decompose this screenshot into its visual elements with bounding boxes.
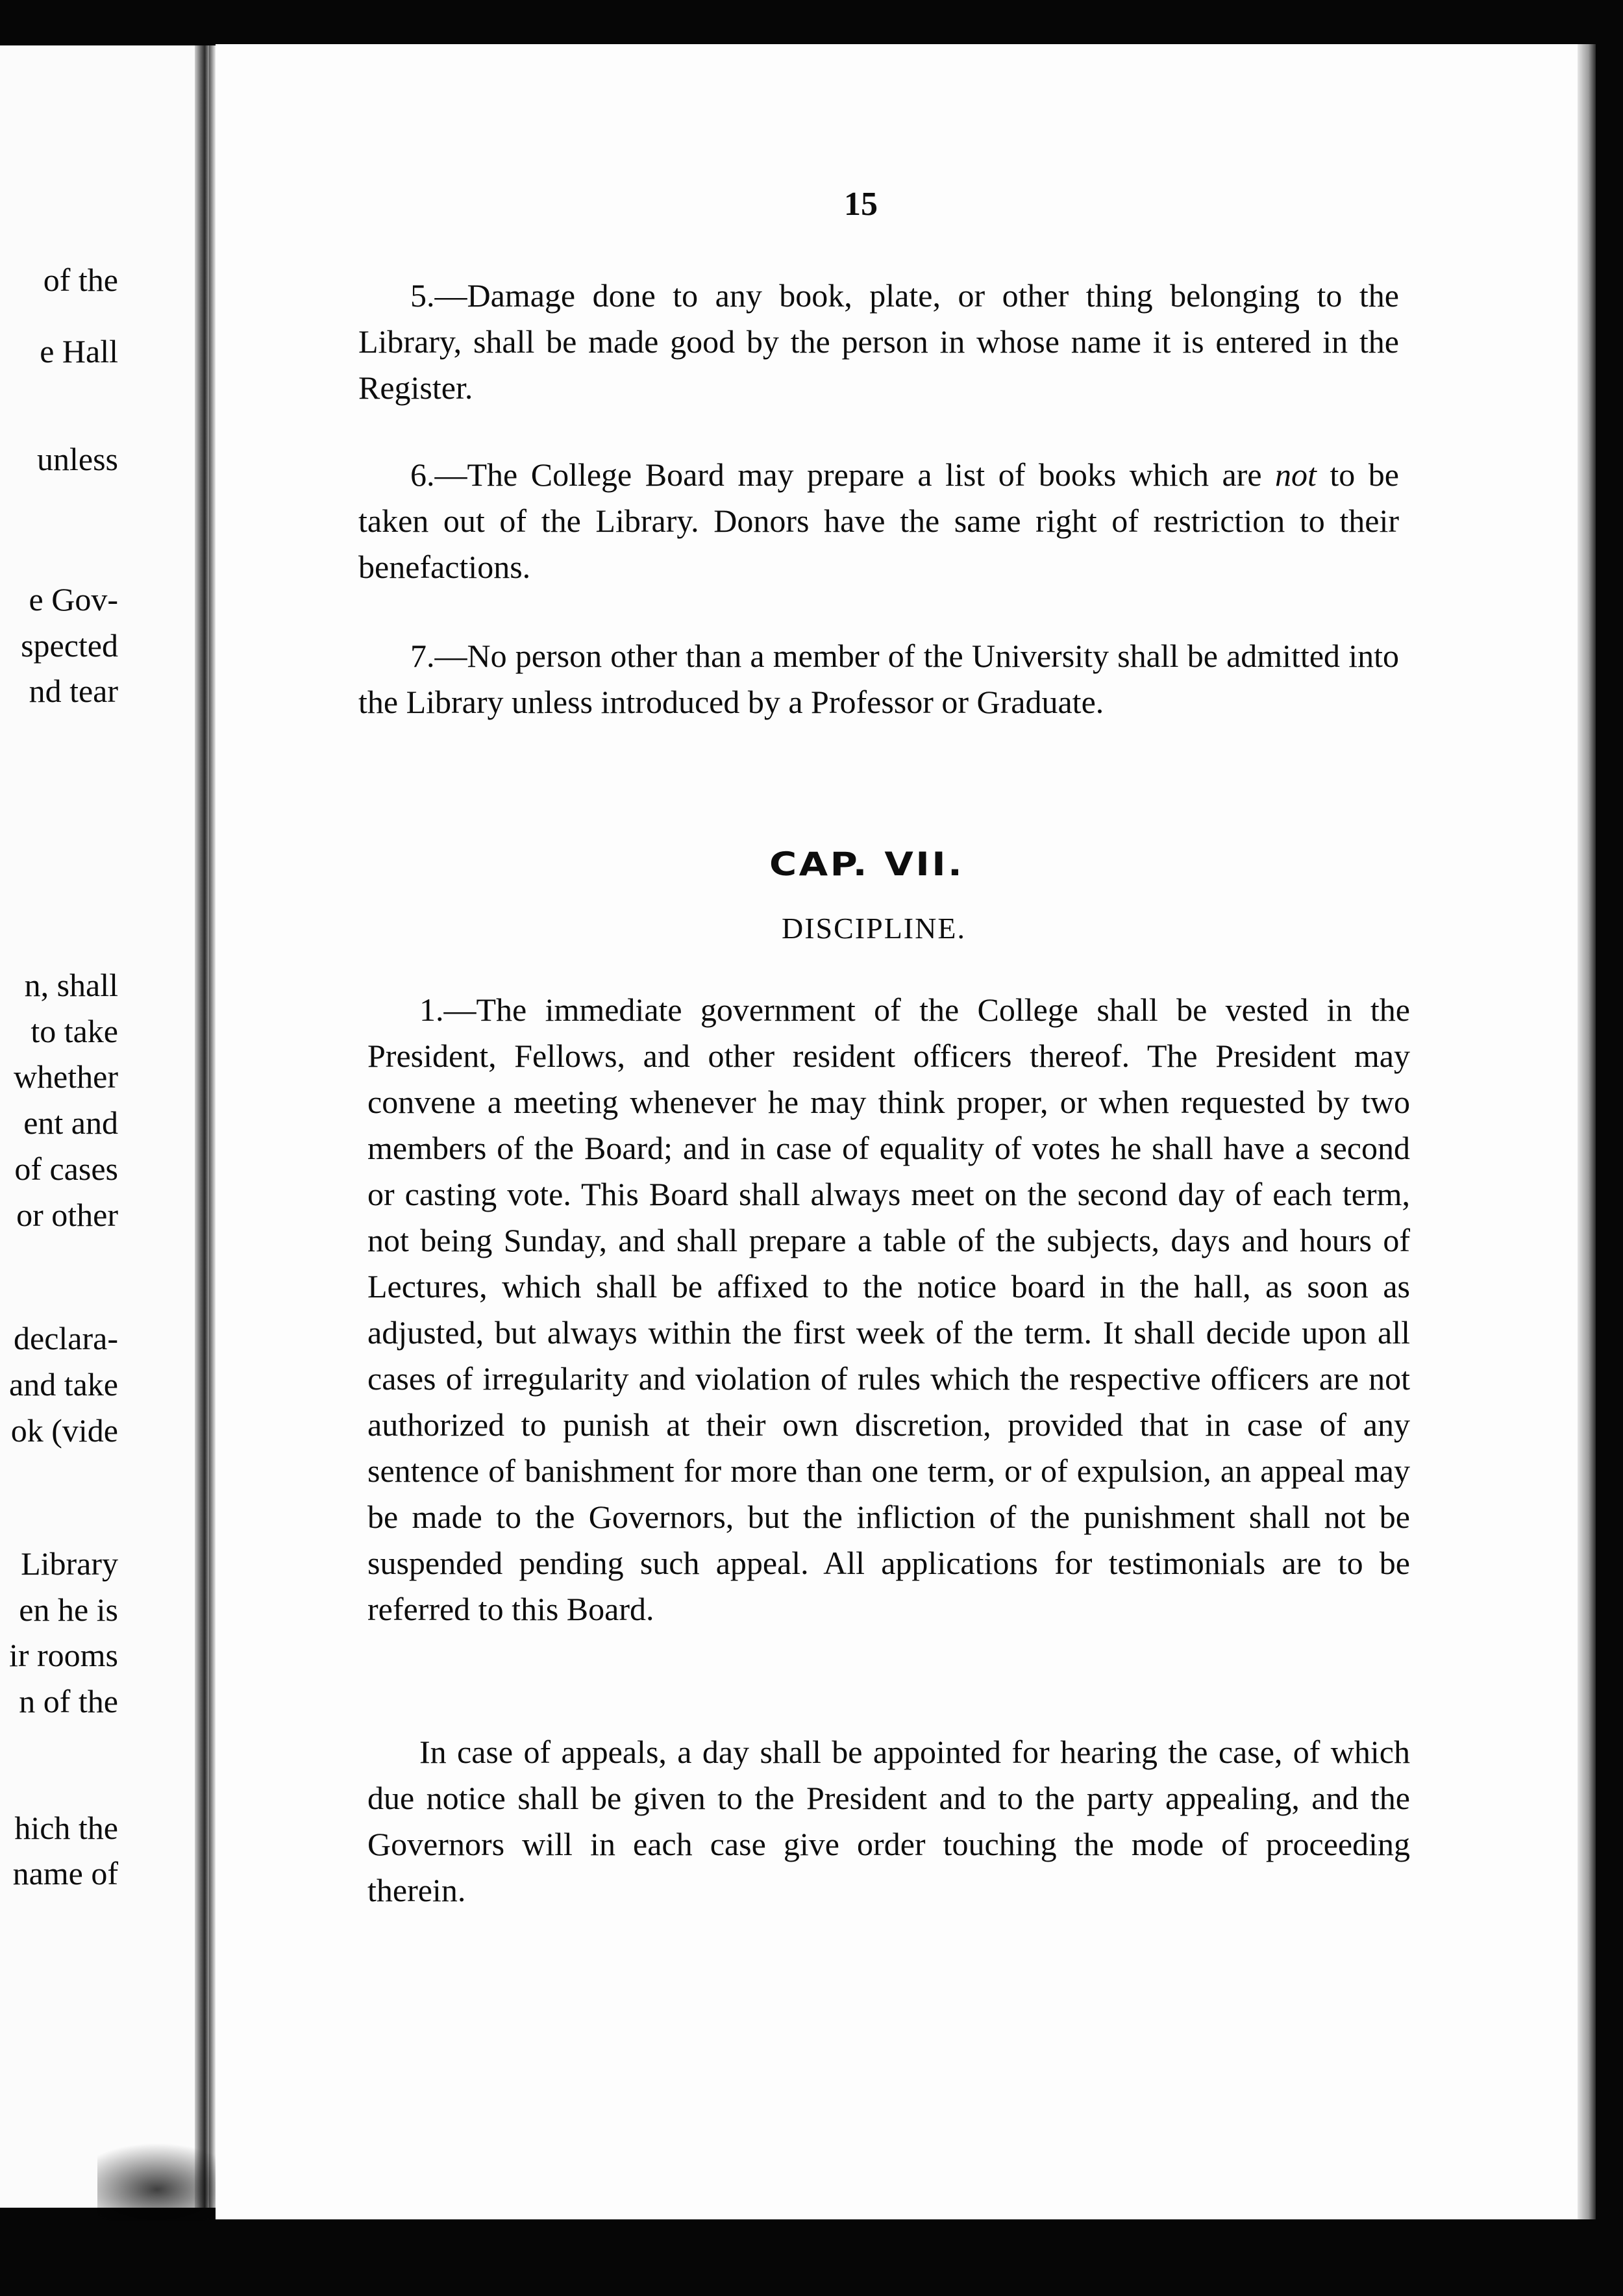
facing-page-line: declara- [14, 1320, 118, 1357]
paragraph-6-end: to be taken out of the Library. Donors have the same right of restriction to their benefactions. [358, 456, 1399, 585]
page-number: 15 [844, 186, 878, 223]
paragraph-7: 7.—No person other than a member of the University shall be admitted into the Library unless introduced by a Professor or Graduate. [358, 638, 1399, 720]
facing-page-line: ir rooms [8, 1637, 118, 1674]
facing-page-line: name of [12, 1855, 118, 1892]
facing-page-line: whether [13, 1058, 118, 1095]
facing-page-line: en he is [19, 1591, 118, 1628]
facing-page-line: spected [21, 627, 118, 664]
paragraph-6-emphasis: not [1275, 456, 1317, 493]
binding-gutter [195, 45, 209, 2208]
page-edge [1578, 44, 1596, 2219]
facing-page-line: n of the [19, 1683, 118, 1720]
facing-page-line: hich the [14, 1809, 118, 1846]
discipline-paragraph-2: In case of appeals, a day shall be appointed for hearing the case, of which due notice shall be given to the President and to the party appealing, and the Governors will in each case give order touching the mode of proceeding therein. [367, 1734, 1410, 1908]
facing-page-line: of cases [14, 1150, 118, 1187]
facing-page-line: Library [21, 1545, 118, 1582]
facing-page-line: ent and [23, 1104, 118, 1142]
paragraph-5: 5.—Damage done to any book, plate, or other thing belonging to the Library, shall be made good by the person in whose name it is entered in the Register. [358, 277, 1399, 406]
chapter-heading: CAP. VII. [769, 845, 965, 883]
facing-page-line: e Hall [40, 333, 118, 369]
facing-page-line: nd tear [29, 673, 118, 710]
paragraph-6-start: 6.—The College Board may prepare a list of books which are [410, 456, 1276, 493]
discipline-paragraph-1: 1.—The immediate government of the College shall be vested in the President, Fellows, and other resident officers thereof. The President may convene a meeting whenever he may think proper, or when requested by two members of the Board; and in case of equality of votes he shall have a second or casting vote. This Board shall always meet on the second day of each term, not being Sunday, and shall prepare a table of the subjects, days and hours of Lectures, which shall be affixed to the notice board in the hall, as soon as adjusted, but always within the first week of the term. It shall decide upon all cases of irregularity and violation of rules which the respective officers are not authorized to punish at their own discretion, provided that in case of any sentence of banishment for more than one term, or of expulsion, an appeal may be made to the Governors, but the infliction of the punishment shall not be suspended pending such appeal. All applications for testimonials are to be referred to this Board. [367, 992, 1410, 1627]
facing-page-line: of the [43, 262, 118, 299]
binding-gutter-highlight [209, 45, 216, 2208]
facing-page [0, 45, 195, 2208]
facing-page-line: n, shall [24, 966, 118, 1003]
facing-page-line: or other [16, 1196, 118, 1233]
facing-page-line: to take [31, 1012, 118, 1049]
chapter-title: DISCIPLINE. [782, 912, 966, 945]
facing-page-line: ok (vide [10, 1412, 118, 1449]
facing-page-line: and take [9, 1366, 118, 1403]
facing-page-line: unless [37, 441, 118, 478]
paragraph-6 [358, 452, 1399, 590]
facing-page-line: e Gov- [29, 580, 118, 618]
